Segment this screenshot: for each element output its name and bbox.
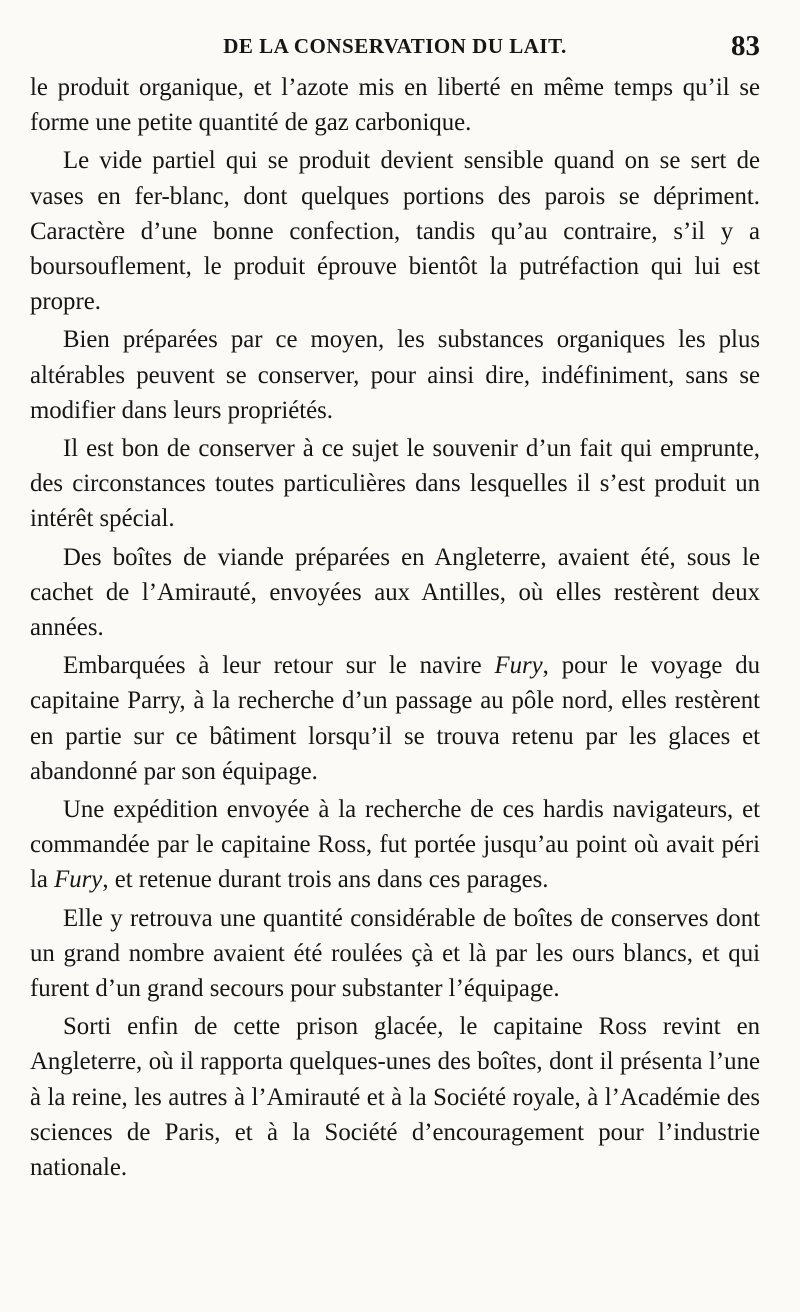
paragraph-preservation: Bien préparées par ce moyen, les substances organiques les plus altérables peuvent se conserver, pour ainsi dire, indéfiniment, sans se modifier dans leurs propriétés. [30, 326, 760, 424]
text-segment: Embarquées à leur retour sur le navire [63, 652, 495, 680]
ship-name: Fury [494, 652, 543, 680]
paragraph-memorable-fact: Il est bon de conserver à ce sujet le souvenir d’un fait qui emprunte, des circonstances toutes particulières dans lesquelles il s’est produit un intérêt spécial. [30, 435, 760, 533]
paragraph-return-england: Sorti enfin de cette prison glacée, le capitaine Ross revint en Angleterre, où il rapporta quelques-unes des boîtes, dont il présenta l’une à la reine, les autres à l’Amirauté et à la Société royale, à l’Académie des sciences de Paris, et à la Société d’encouragement pour l’industrie nationale. [30, 1013, 760, 1182]
paragraph-continuation: le produit organique, et l’azote mis en liberté en même temps qu’il se forme une petite quantité de gaz carbonique. [30, 74, 760, 137]
paragraph-tins-found: Elle y retrouva une quantité considérable de boîtes de conserves dont un grand nombre avaient été roulées çà et là par les ours blancs, et qui furent d’un grand secours pour substanter l’équipage. [30, 904, 760, 1003]
text-segment: Une expédition envoyée à la recherche de ces hardis navigateurs, et commandée par le capitaine Ross, fut portée jusqu’au point où avait péri la [30, 796, 760, 894]
paragraph-meat-tins: Des boîtes de viande préparées en Angleterre, avaient été, sous le cachet de l’Amirauté, envoyées aux Antilles, où elles restèrent deux années. [30, 543, 760, 642]
page-number: 83 [731, 30, 760, 62]
text-segment: , pour le voyage du capitaine Parry, à la recherche d’un passage au pôle nord, elles restèrent en partie sur ce bâtiment lorsqu’il se trouva retenu par les glaces et abandonné par son équipage. [30, 652, 760, 785]
ship-name: Fury [54, 866, 103, 894]
running-head [30, 30, 760, 70]
paragraph-partial-vacuum: Le vide partiel qui se produit devient sensible quand on se sert de vases en fer-blanc, dont quelques portions des parois se dépriment. Caractère d’une bonne confection, tandis qu’au contraire, s’il y a boursouflement, le produit éprouve bientôt la putréfaction qui lui est propre. [30, 147, 760, 316]
paragraph-parry-voyage [30, 648, 760, 789]
running-title: DE LA CONSERVATION DU LAIT. [223, 34, 567, 58]
body-text [30, 70, 760, 1185]
text-segment: , et retenue durant trois ans dans ces parages. [102, 866, 549, 894]
paragraph-ross-expedition [30, 792, 760, 898]
